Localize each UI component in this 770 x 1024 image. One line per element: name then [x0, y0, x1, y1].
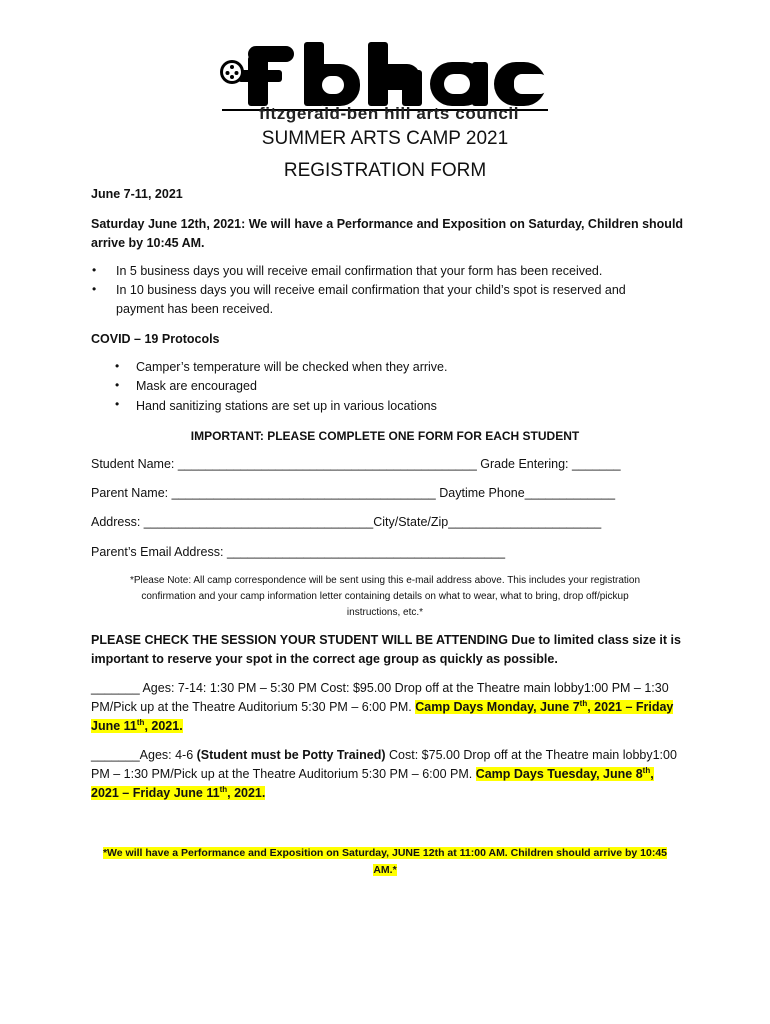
ordinal-suffix: th: [642, 765, 651, 775]
film-reel-icon: [220, 60, 244, 84]
session-2-highlight-text: Camp Days Tuesday, June 8: [475, 767, 643, 781]
important-notice: IMPORTANT: PLEASE COMPLETE ONE FORM FOR EACH STUDENT: [190, 429, 580, 443]
session-2-highlight-text: , 2021.: [227, 786, 266, 800]
covid-item: Mask are encouraged: [136, 379, 257, 393]
confirmation-bullet-1: In 5 business days you will receive email confirmation that your form has been received.: [116, 264, 603, 278]
final-notice-text: AM.*: [373, 864, 397, 876]
session-heading-line-1: PLEASE CHECK THE SESSION YOUR STUDENT WILL BE ATTENDING Due to limited class size it is: [91, 633, 681, 647]
session-2-text: _______Ages: 4-6: [91, 748, 197, 762]
session-2-line-3: [91, 784, 265, 803]
confirmation-bullet-2: In 10 business days you will receive email confirmation that your child’s spot is reserved and: [116, 283, 626, 297]
email-note-line-2: confirmation and your camp information letter containing details on what to wear, what to bring, drop off/pickup: [141, 591, 629, 602]
covid-heading: COVID – 19 Protocols: [91, 332, 220, 346]
session-2-line-2: [91, 765, 654, 784]
bullet-icon: •: [92, 263, 97, 277]
camp-dates: June 7-11, 2021: [91, 187, 183, 201]
session-2-text: Cost: $75.00 Drop off at the Theatre main lobby1:00: [385, 748, 677, 762]
session-2-highlight-text: 2021 – Friday June 11: [91, 786, 220, 800]
page-subtitle: REGISTRATION FORM: [283, 160, 487, 181]
session-heading-line-2: important to reserve your spot in the correct age group as quickly as possible.: [91, 652, 558, 666]
email-note-line-1: *Please Note: All camp correspondence will be sent using this e-mail address above. This includes your registration: [129, 575, 641, 586]
performance-notice-line-2: arrive by 10:45 AM.: [91, 236, 205, 250]
bullet-icon: •: [115, 378, 120, 392]
session-1-highlight-text: , 2021.: [144, 719, 183, 733]
final-notice-line-1: [0, 843, 770, 861]
session-1-highlight-text: , 2021 – Friday: [587, 700, 674, 714]
final-notice-line-2: [0, 860, 770, 878]
session-1-text: PM/Pick up at the Theatre Auditorium 5:30 PM – 6:00 PM.: [91, 700, 416, 714]
session-1-line-3: [91, 717, 183, 736]
covid-item: Hand sanitizing stations are set up in various locations: [136, 399, 437, 413]
session-1-highlight: [415, 700, 673, 714]
logo-subtitle: fitzgerald-ben hill arts council: [258, 104, 520, 123]
bullet-icon: •: [92, 282, 97, 296]
confirmation-bullet-2-cont: payment has been received.: [116, 302, 274, 316]
address-field[interactable]: Address: _________________________________City/State/Zip______________________: [91, 515, 602, 529]
session-1-line-2: [91, 698, 673, 717]
session-2-highlight-text: ,: [650, 767, 654, 781]
session-2-highlight: [476, 767, 654, 781]
final-notice-text: *We will have a Performance and Exposition on Saturday, JUNE 12th at 11:00 AM. Children should arrive by 10:45: [102, 847, 668, 859]
email-note-line-3: instructions, etc.*: [346, 607, 424, 618]
session-2-highlight: [91, 786, 265, 800]
parent-name-field[interactable]: Parent Name: ______________________________________ Daytime Phone_____________: [91, 486, 616, 500]
session-2-text: PM – 1:30 PM/Pick up at the Theatre Auditorium 5:30 PM – 6:00 PM.: [91, 767, 476, 781]
session-2-bold: (Student must be Potty Trained): [196, 748, 386, 762]
session-1-line-1[interactable]: _______ Ages: 7-14: 1:30 PM – 5:30 PM Cost: $95.00 Drop off at the Theatre main lobby1:00 PM – 1:30: [91, 681, 669, 695]
session-1-highlight-text: June 11: [91, 719, 137, 733]
ordinal-suffix: th: [136, 717, 145, 727]
session-2-line-1[interactable]: [91, 746, 677, 765]
covid-item: Camper’s temperature will be checked when they arrive.: [136, 360, 448, 374]
ordinal-suffix: th: [579, 698, 588, 708]
session-1-highlight: [91, 719, 183, 733]
bullet-icon: •: [115, 359, 120, 373]
logo-wordmark-art: [238, 42, 546, 106]
bullet-icon: •: [115, 397, 120, 411]
performance-notice-line-1: Saturday June 12th, 2021: We will have a Performance and Exposition on Saturday, Children should: [91, 217, 684, 231]
session-1-highlight-text: Camp Days Monday, June 7: [415, 700, 580, 714]
page-title: SUMMER ARTS CAMP 2021: [261, 128, 509, 149]
parent-email-field[interactable]: Parent’s Email Address: ________________________________________: [91, 545, 506, 559]
ordinal-suffix: th: [219, 784, 228, 794]
student-name-field[interactable]: Student Name: ___________________________________________ Grade Entering: _______: [91, 457, 621, 471]
